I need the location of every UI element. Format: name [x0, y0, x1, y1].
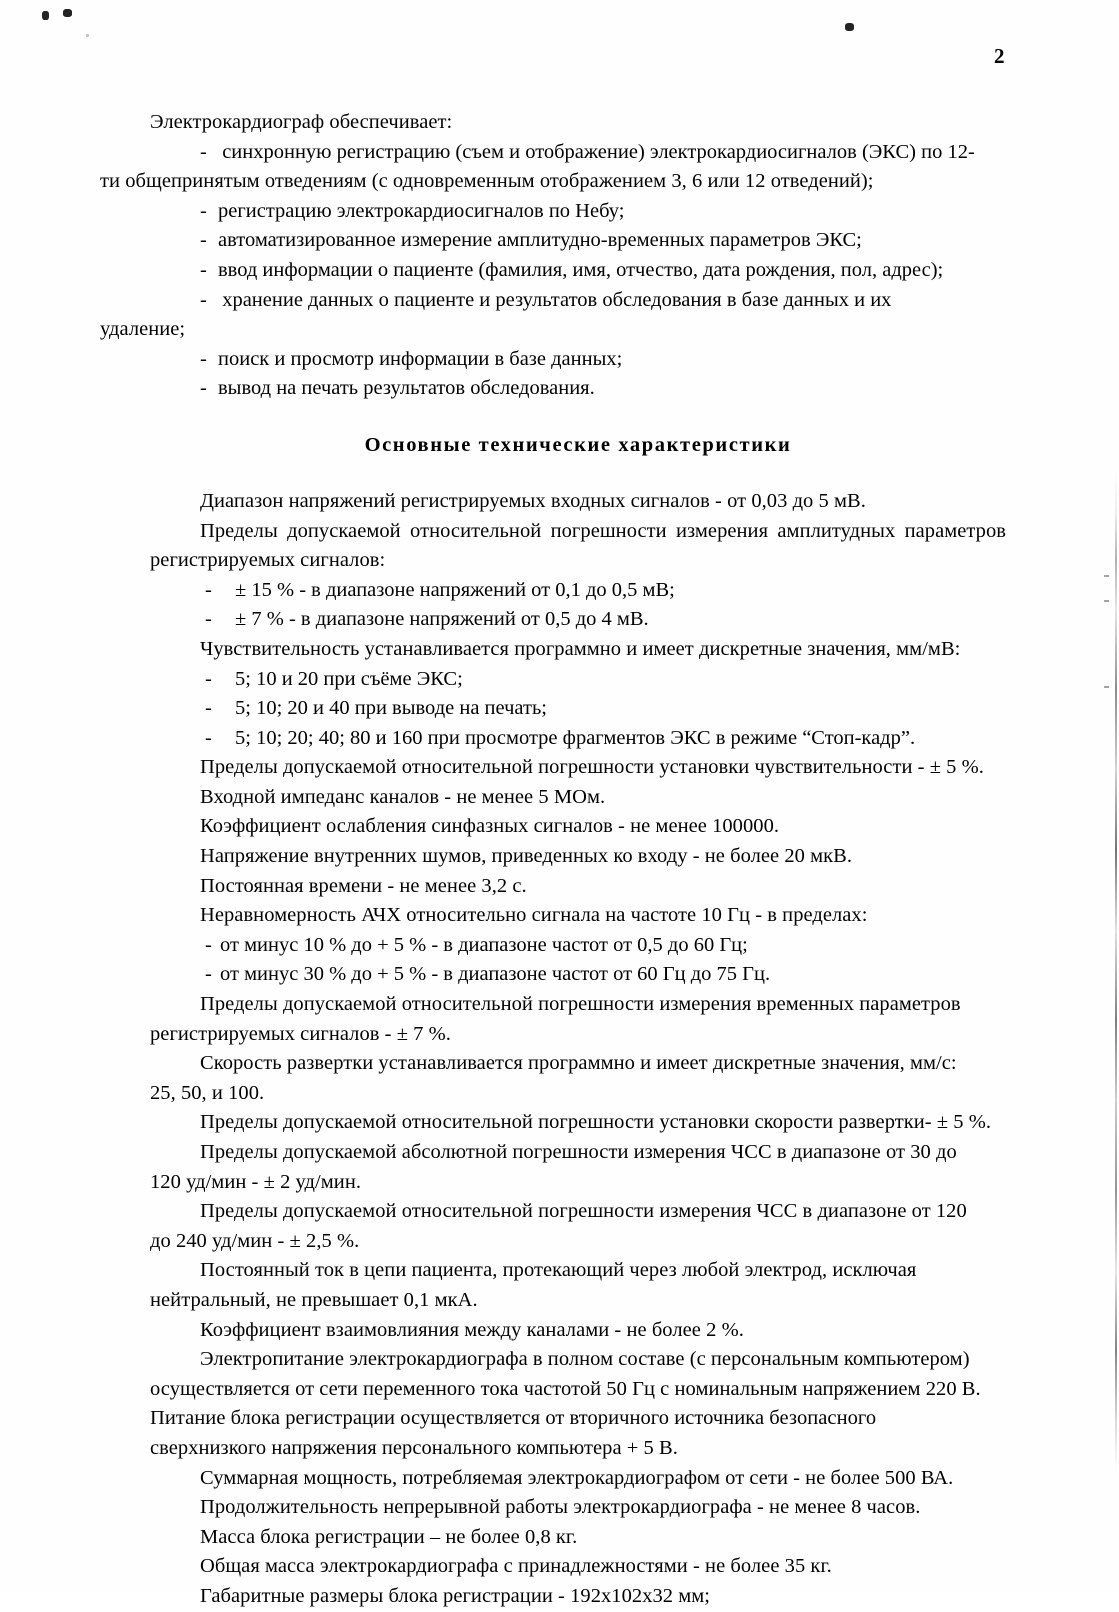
dash-marker: - — [205, 963, 212, 986]
dash-marker: - — [200, 258, 207, 281]
list-item-label: 5; 10; 20; 40; 80 и 160 при просмотре фрагментов ЭКС в режиме “Стоп-кадр”. — [235, 726, 916, 749]
spec-frequency-response-intro: Неравномерность АЧХ относительно сигнала на частоте 10 Гц - в пределах: — [200, 904, 868, 927]
dash-marker: - — [200, 377, 207, 400]
list-item — [150, 665, 1006, 695]
spec-power-line1: Электропитание электрокардиографа в полном составе (с персональным компьютером) — [200, 1348, 970, 1371]
spec-hr-rel-error-line1: Пределы допускаемой относительной погрешности измерения ЧСС в диапазоне от 120 — [200, 1200, 967, 1223]
scan-edge-fleck — [1104, 600, 1109, 602]
spec-dimensions: Габаритные размеры блока регистрации - 192х102х32 мм; — [200, 1584, 711, 1607]
spec-sensitivity-error: Пределы допускаемой относительной погрешности установки чувствительности - ± 5 %. — [200, 756, 984, 779]
spec-hr-abs-error-line1: Пределы допускаемой абсолютной погрешности измерения ЧСС в диапазоне от 30 до — [200, 1141, 957, 1163]
scan-speck-icon — [86, 34, 89, 37]
spec-power-line3: Питание блока регистрации осуществляется от вторичного источника безопасного — [150, 1407, 877, 1430]
list-item — [150, 605, 1006, 635]
dash-marker: - — [205, 726, 212, 749]
list-item-label: ± 15 % - в диапазоне напряжений от 0,1 до 0,5 мВ; — [235, 578, 675, 601]
spec-hr-rel-error-line2: до 240 уд/мин - ± 2,5 %. — [150, 1229, 360, 1252]
list-item — [150, 724, 1006, 754]
dash-marker: - — [200, 229, 207, 252]
dash-marker: - — [200, 199, 207, 222]
list-item-label: хранение данных о пациенте и результатов обследования в базе данных и их — [222, 288, 892, 311]
scan-edge-fleck — [1104, 686, 1109, 688]
dash-marker: - — [200, 140, 207, 163]
spec-patient-current-line2: нейтральный, не превышает 0,1 мкА. — [150, 1288, 478, 1311]
spec-sweep-speed-error: Пределы допускаемой относительной погрешности установки скорости развертки- ± 5 %. — [200, 1111, 992, 1134]
spec-crosstalk: Коэффициент взаимовлияния между каналами - не более 2 %. — [200, 1318, 744, 1341]
dash-marker: - — [200, 347, 207, 370]
list-item-label: автоматизированное измерение амплитудно-временных параметров ЭКС; — [218, 229, 862, 252]
list-item-continuation: ти общепринятым отведениям (с одновременным отображением 3, 6 или 12 отведений); — [100, 170, 874, 193]
dash-marker: - — [205, 608, 212, 631]
list-item-continuation: удаление; — [100, 318, 186, 341]
list-item-label: 5; 10; 20 и 40 при выводе на печать; — [235, 697, 547, 720]
scan-speck-icon — [63, 9, 72, 17]
spec-power-line4: сверхнизкого напряжения персонального компьютера + 5 В. — [150, 1436, 678, 1459]
dash-marker: - — [205, 667, 212, 690]
spec-input-impedance: Входной импеданс каналов - не менее 5 МОм. — [200, 785, 606, 808]
dash-marker: - — [205, 933, 212, 956]
list-item-label: от минус 10 % до + 5 % - в диапазоне частот от 0,5 до 60 Гц; — [220, 933, 748, 956]
list-item-label: регистрацию электрокардиосигналов по Небу; — [218, 199, 625, 222]
spec-time-params-error-line2: регистрируемых сигналов - ± 7 %. — [150, 1022, 451, 1045]
list-item-label: 5; 10 и 20 при съёме ЭКС; — [235, 667, 463, 690]
list-item — [150, 138, 1006, 168]
scan-edge-fleck — [1104, 575, 1109, 577]
document-body — [100, 108, 1006, 1612]
spec-time-params-error-line1: Пределы допускаемой относительной погрешности измерения временных параметров — [200, 993, 961, 1016]
list-item-label: ± 7 % - в диапазоне напряжений от 0,5 до 4 мВ. — [235, 608, 649, 631]
list-item — [150, 374, 1006, 404]
list-item-label: синхронную регистрацию (съем и отображение) электрокардиосигналов (ЭКС) по 12- — [222, 140, 975, 163]
list-item — [150, 694, 1006, 724]
spec-sweep-speed-line2: 25, 50, и 100. — [150, 1081, 265, 1104]
spec-hr-abs-error-line2: 120 уд/мин - ± 2 уд/мин. — [150, 1170, 362, 1193]
list-item — [150, 931, 1006, 961]
spec-total-mass: Общая масса электрокардиографа с принадлежностями - не более 35 кг. — [200, 1555, 832, 1578]
list-item-label: вывод на печать результатов обследования. — [218, 377, 595, 400]
spec-time-constant: Постоянная времени - не менее 3,2 с. — [200, 874, 527, 897]
scan-speck-icon — [42, 11, 49, 20]
page-number: 2 — [994, 44, 1005, 68]
spec-cmrr: Коэффициент ослабления синфазных сигналов - не менее 100000. — [200, 815, 780, 838]
list-item-label: от минус 30 % до + 5 % - в диапазоне частот от 60 Гц до 75 Гц. — [220, 963, 771, 986]
intro-lead: Электрокардиограф обеспечивает: — [150, 111, 453, 133]
list-item — [150, 256, 1006, 286]
dash-marker: - — [205, 697, 212, 720]
spec-patient-current-line1: Постоянный ток в цепи пациента, протекающий через любой электрод, исключая — [200, 1259, 917, 1282]
list-item — [150, 345, 1006, 375]
spec-sensitivity-intro: Чувствительность устанавливается программно и имеет дискретные значения, мм/мВ: — [200, 637, 961, 660]
spec-voltage-range: Диапазон напряжений регистрируемых входных сигналов - от 0,03 до 5 мВ. — [200, 489, 866, 512]
section-heading: Основные технические характеристики — [364, 433, 792, 456]
dash-marker: - — [205, 578, 212, 601]
spec-power-line2: осуществляется от сети переменного тока частотой 50 Гц с номинальным напряжением 220 В. — [150, 1377, 981, 1400]
scan-edge-line — [1115, 470, 1117, 1470]
spec-internal-noise: Напряжение внутренних шумов, приведенных ко входу - не более 20 мкВ. — [200, 845, 853, 868]
list-item — [150, 576, 1006, 606]
spec-unit-mass: Масса блока регистрации – не более 0,8 кг. — [200, 1525, 578, 1548]
scan-speck-icon — [845, 23, 854, 31]
dash-marker: - — [200, 288, 207, 311]
list-item — [150, 960, 1006, 990]
list-item — [150, 226, 1006, 256]
list-item — [150, 197, 1006, 227]
spec-amplitude-error-intro: Пределы допускаемой относительной погрешности измерения амплитудных параметров регистрируемых сигналов: — [150, 519, 1006, 572]
list-item-label: ввод информации о пациенте (фамилия, имя, отчество, дата рождения, пол, адрес); — [218, 258, 944, 281]
spec-sweep-speed-line1: Скорость развертки устанавливается программно и имеет дискретные значения, мм/с: — [200, 1052, 957, 1075]
spec-total-power: Суммарная мощность, потребляемая электрокардиографом от сети - не более 500 ВА. — [200, 1466, 954, 1489]
list-item-label: поиск и просмотр информации в базе данных; — [218, 347, 623, 370]
spec-continuous-operation: Продолжительность непрерывной работы электрокардиографа - не менее 8 часов. — [200, 1496, 921, 1519]
list-item — [150, 286, 1006, 316]
